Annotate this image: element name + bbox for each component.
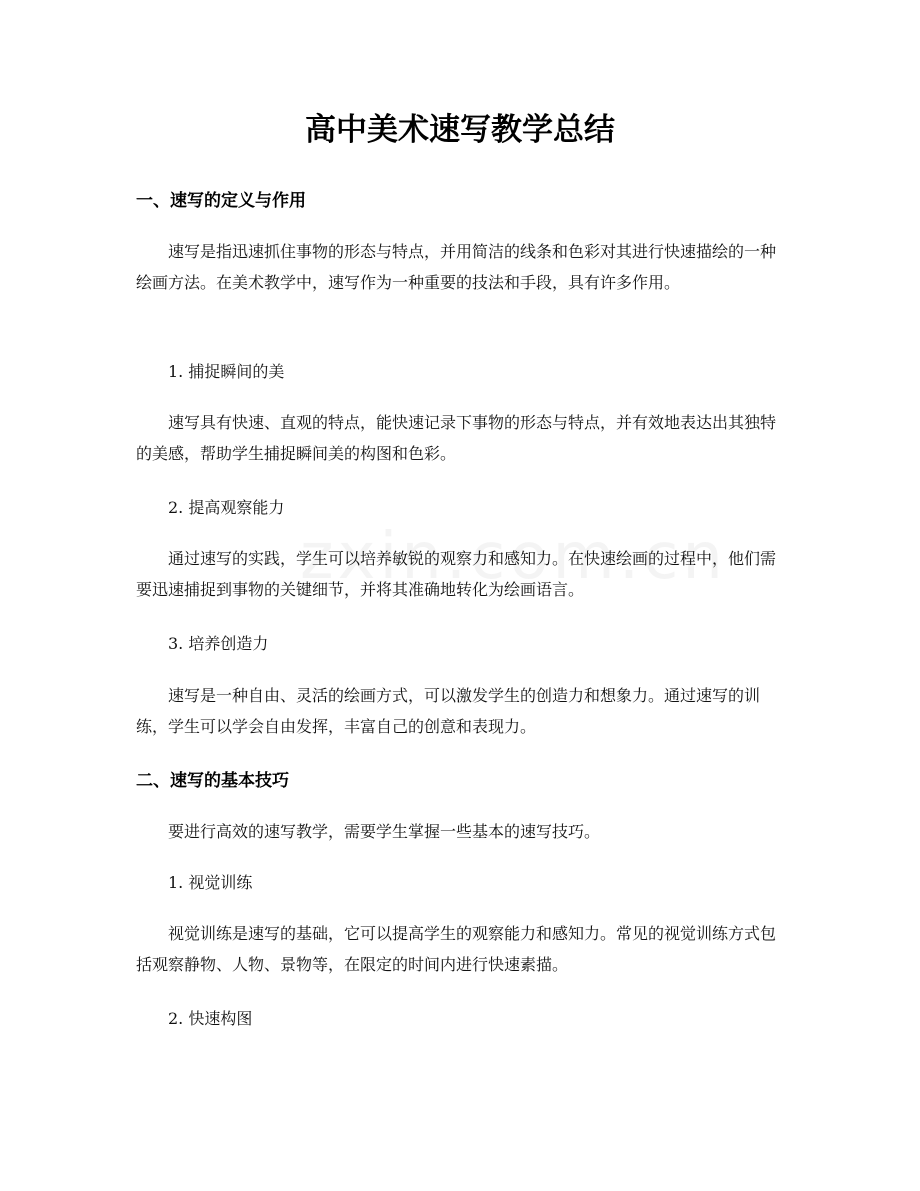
section-2-item-1-text: 视觉训练是速写的基础，它可以提高学生的观察能力和感知力。常见的视觉训练方式包括观察静物、人物、景物等，在限定的时间内进行快速素描。 xyxy=(136,924,777,974)
section-1-item-1-label: 1. 捕捉瞬间的美 xyxy=(168,362,285,381)
section-1-item-3-text: 速写是一种自由、灵活的绘画方式，可以激发学生的创造力和想象力。通过速写的训练，学生可以学会自由发挥，丰富自己的创意和表现力。 xyxy=(136,686,761,736)
section-heading-1: 一、速写的定义与作用 xyxy=(136,191,306,211)
section-2-item-2-label: 2. 快速构图 xyxy=(168,1009,253,1028)
section-1-item-2-label: 2. 提高观察能力 xyxy=(168,498,285,517)
section-1-item-1-text: 速写具有快速、直观的特点，能快速记录下事物的形态与特点，并有效地表达出其独特的美感，帮助学生捕捉瞬间美的构图和色彩。 xyxy=(136,413,777,463)
document-title: 高中美术速写教学总结 xyxy=(305,112,615,148)
section-1-intro: 速写是指迅速抓住事物的形态与特点，并用简洁的线条和色彩对其进行快速描绘的一种绘画方法。在美术教学中，速写作为一种重要的技法和手段，具有许多作用。 xyxy=(136,242,777,292)
section-1-item-3-label: 3. 培养创造力 xyxy=(168,634,269,653)
section-2-intro: 要进行高效的速写教学，需要学生掌握一些基本的速写技巧。 xyxy=(168,822,601,841)
section-heading-2: 二、速写的基本技巧 xyxy=(136,771,289,791)
section-2-item-1-label: 1. 视觉训练 xyxy=(168,873,253,892)
section-1-item-2-text: 通过速写的实践，学生可以培养敏锐的观察力和感知力。在快速绘画的过程中，他们需要迅速捕捉到事物的关键细节，并将其准确地转化为绘画语言。 xyxy=(136,549,777,599)
